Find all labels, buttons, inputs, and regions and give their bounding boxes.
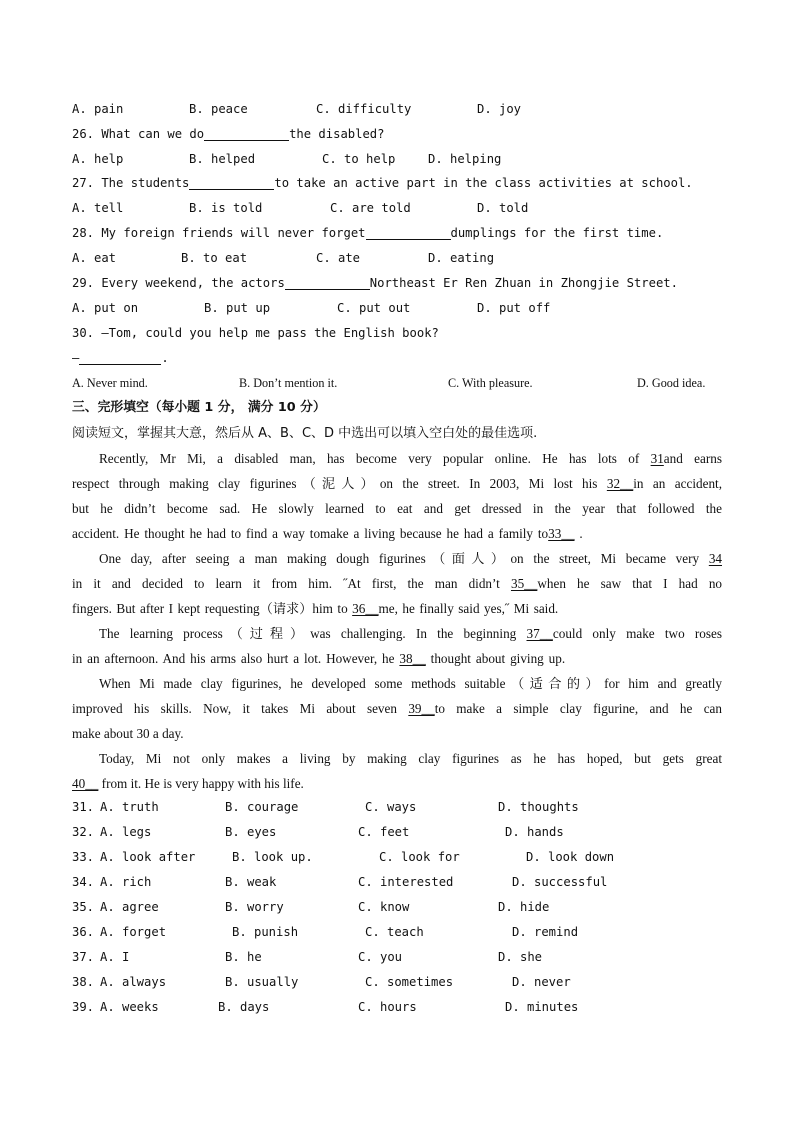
passage-p1-line3: but he didn’t become sad. He slowly learned to eat and get dressed in the year that followed the <box>72 501 722 516</box>
q25-option-b: B. peace <box>189 102 248 116</box>
q28-option-c: C. ate <box>316 251 361 265</box>
blank-36: 36__ <box>352 601 379 616</box>
q28-option-b: B. to eat <box>181 251 248 265</box>
answer-34-d: D. successful <box>512 875 608 889</box>
blank-31: 31 <box>650 451 664 466</box>
answer-37-a: A. I <box>100 950 130 964</box>
answer-38-c: C. sometimes <box>365 975 454 989</box>
blank-35: 35__ <box>510 576 538 591</box>
passage-p4-line3: make about 30 a day. <box>72 726 184 741</box>
answer-33-c: C. look for <box>379 850 460 864</box>
q26-option-c: C. to help <box>322 152 396 166</box>
blank-39: 39__ <box>408 701 435 716</box>
q26-options <box>72 147 722 172</box>
passage-p5-line2: 40__ from it. He is very happy with his life. <box>72 776 304 791</box>
q27-option-d: D. told <box>477 201 529 215</box>
answer-31-a: A. truth <box>100 800 159 814</box>
q29-option-d: D. put off <box>477 301 551 315</box>
section-instruction: 阅读短文，掌握其大意，然后从 A、B、C、D 中选出可以填入空白处的最佳选项. <box>72 426 538 441</box>
q28-stem: 28. My foreign friends will never forget dumplings for the first time. <box>72 226 664 240</box>
passage-p2-line3: fingers. But after I kept requesting（请求）him to 36__me, he finally said yes,˝ Mi said. <box>72 601 559 616</box>
blank-33: 33__ <box>548 526 575 541</box>
q26-blank <box>204 125 289 141</box>
answer-38-b: B. usually <box>225 975 299 989</box>
passage-p1-line1: Recently, Mr Mi, a disabled man, has become very popular online. He has lots of 31and earns <box>99 451 722 466</box>
answer-34-c: C. interested <box>358 875 454 889</box>
q29-option-b: B. put up <box>204 301 271 315</box>
answer-32-b: B. eyes <box>225 825 277 839</box>
q25-option-d: D. joy <box>477 102 522 116</box>
q27-option-b: B. is told <box>189 201 263 215</box>
answer-39-a: A. weeks <box>100 1000 159 1014</box>
q26-option-a: A. help <box>72 152 124 166</box>
passage-p1-line2: respect through making clay figurines（泥人）on the street. In 2003, Mi lost his 32__in an accident, <box>72 476 722 491</box>
blank-37: 37__ <box>526 626 553 641</box>
q30-option-a: A. Never mind. <box>72 376 148 390</box>
q26-option-b: B. helped <box>189 152 256 166</box>
answer-33-d: D. look down <box>526 850 615 864</box>
q30-blank <box>79 349 161 365</box>
q30-reply: — . <box>72 351 169 365</box>
answer-32-d: D. hands <box>505 825 564 839</box>
q28-blank <box>366 224 451 240</box>
q27-stem: 27. The students to take an active part in the class activities at school. <box>72 176 693 190</box>
q30-option-b: B. Don’t mention it. <box>239 376 338 390</box>
passage-p2-line2: in it and decided to learn it from him. ˝At first, the man didn’t 35__when he saw that I had no <box>72 576 723 591</box>
q28-option-d: D. eating <box>428 251 495 265</box>
answer-row-35: 35. A. agree B. worry C. know D. hide <box>72 895 722 920</box>
answer-36-d: D. remind <box>512 925 579 939</box>
blank-34: 34 <box>708 551 722 566</box>
answer-33-b: B. look up. <box>232 850 313 864</box>
blank-38: 38__ <box>399 651 426 666</box>
q29-stem: 29. Every weekend, the actors Northeast Er Ren Zhuan in Zhongjie Street. <box>72 276 678 290</box>
answer-row-36: 36. A. forget B. punish C. teach D. remind <box>72 920 722 945</box>
q25-option-a: A. pain <box>72 102 124 116</box>
q30-option-c: C. With pleasure. <box>448 376 533 390</box>
answer-row-38: 38. A. always B. usually C. sometimes D. never <box>72 970 722 995</box>
q27-option-a: A. tell <box>72 201 124 215</box>
answer-row-31: 31. A. truth B. courage C. ways D. thoughts <box>72 795 722 820</box>
answer-36-c: C. teach <box>365 925 424 939</box>
answer-39-b: B. days <box>218 1000 270 1014</box>
answer-31-d: D. thoughts <box>498 800 579 814</box>
answer-31-b: B. courage <box>225 800 299 814</box>
q25-option-c: C. difficulty <box>316 102 412 116</box>
answer-37-c: C. you <box>358 950 403 964</box>
q29-option-c: C. put out <box>337 301 411 315</box>
answer-32-a: A. legs <box>100 825 152 839</box>
q27-option-c: C. are told <box>330 201 411 215</box>
passage-p4-line2: improved his skills. Now, it takes Mi about seven 39__to make a simple clay figurine, and he can <box>72 701 722 716</box>
answer-35-a: A. agree <box>100 900 159 914</box>
passage-p3-line1: The learning process（过程）was challenging. In the beginning 37__could only make two roses <box>99 626 722 641</box>
answer-row-32: 32. A. legs B. eyes C. feet D. hands <box>72 820 722 845</box>
q27-blank <box>189 174 274 190</box>
answer-37-d: D. she <box>498 950 543 964</box>
passage-p2-line1: One day, after seeing a man making dough figurines（面人）on the street, Mi became very 34 <box>99 551 722 566</box>
blank-32: 32__ <box>606 476 634 491</box>
q29-options <box>72 296 722 321</box>
answer-35-b: B. worry <box>225 900 284 914</box>
answer-31-c: C. ways <box>365 800 417 814</box>
q25-options <box>72 97 722 122</box>
answer-32-c: C. feet <box>358 825 410 839</box>
answer-row-37: 37. A. I B. he C. you D. she <box>72 945 722 970</box>
passage-p5-line1: Today, Mi not only makes a living by making clay figurines as he has hoped, but gets great <box>99 751 722 766</box>
answer-36-b: B. punish <box>232 925 299 939</box>
answer-39-c: C. hours <box>358 1000 417 1014</box>
answer-row-33: 33. A. look after B. look up. C. look for D. look down <box>72 845 722 870</box>
answer-34-a: A. rich <box>100 875 152 889</box>
answer-33-a: A. look after <box>100 850 196 864</box>
answer-34-b: B. weak <box>225 875 277 889</box>
answer-35-c: C. know <box>358 900 410 914</box>
q28-option-a: A. eat <box>72 251 117 265</box>
q29-blank <box>285 274 370 290</box>
q26-option-d: D. helping <box>428 152 502 166</box>
section-heading: 三、完形填空（每小题 1 分， 满分 10 分） <box>72 400 326 415</box>
answer-37-b: B. he <box>225 950 262 964</box>
passage-p1-line4: accident. He thought he had to find a way tomake a living because he had a family to33__ . <box>72 526 583 541</box>
q28-options <box>72 246 722 271</box>
q27-options <box>72 196 722 221</box>
q30-option-d: D. Good idea. <box>637 376 706 390</box>
answer-39-d: D. minutes <box>505 1000 579 1014</box>
blank-40: 40__ <box>72 776 99 791</box>
q30-stem: 30. —Tom, could you help me pass the English book? <box>72 326 439 340</box>
q26-stem: 26. What can we do the disabled? <box>72 127 385 141</box>
passage-p4-line1: When Mi made clay figurines, he developed some methods suitable（适合的）for him and greatly <box>99 676 722 691</box>
passage-p3-line2: in an afternoon. And his arms also hurt a lot. However, he 38__ thought about giving up. <box>72 651 566 666</box>
answer-38-d: D. never <box>512 975 571 989</box>
answer-35-d: D. hide <box>498 900 550 914</box>
q30-options <box>72 371 722 396</box>
answer-36-a: A. forget <box>100 925 167 939</box>
answer-row-34: 34. A. rich B. weak C. interested D. successful <box>72 870 722 895</box>
q29-option-a: A. put on <box>72 301 139 315</box>
answer-row-39: 39. A. weeks B. days C. hours D. minutes <box>72 995 722 1020</box>
answer-38-a: A. always <box>100 975 167 989</box>
